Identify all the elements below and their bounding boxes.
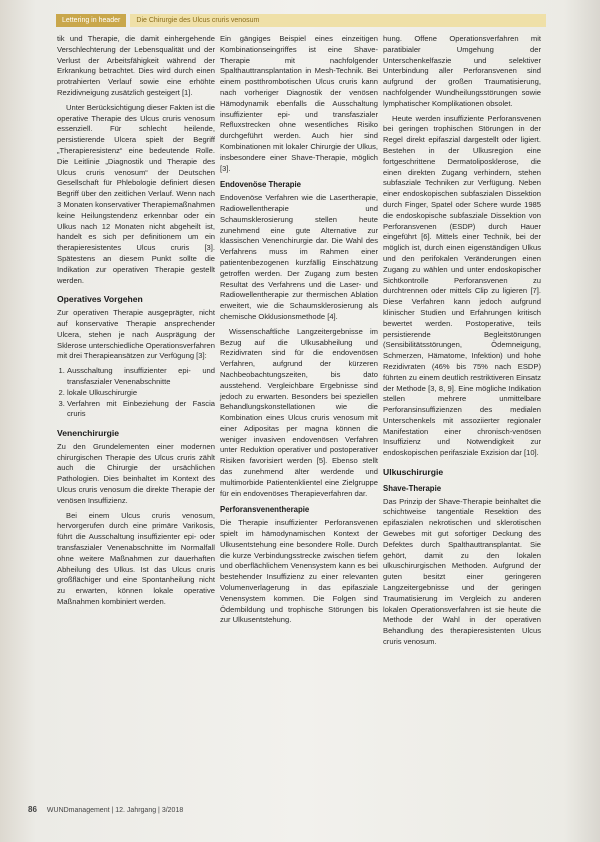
- header-title: Die Chirurgie des Ulcus cruris venosum: [130, 14, 546, 27]
- running-header: [56, 14, 546, 27]
- section-heading-operatives-vorgehen: Operatives Vorgehen: [57, 294, 143, 305]
- paragraph: Endovenöse Verfahren wie die Lasertherapie, Radiowellentherapie und Schaumsklerosierung stellen heute zunehmend eine gute Alternative zur klassischen Venenchirurgie dar. Die Wahl des Verfahrens muss im Rahmen einer patientenbezogenen kurzfällig Einschätzung getroffen werden. Der Zugang zum besten Resultat des Verfahrens und die Laser- und Radiowellentherapie zur thermischen Ablation erweitert, wie die Schaumsklerosierung als chemische Okklusionsmethode [4].: [220, 193, 378, 321]
- subheading-perforansvenentherapie: Perforansvenentherapie: [220, 505, 310, 515]
- list-item: 3. Verfahren mit Einbeziehung der Fascia cruris: [67, 399, 215, 421]
- list-item: 1. Ausschaltung insuffizienter epi- und transfaszialer Venenabschnitte: [67, 366, 215, 388]
- subheading-endovenoese-therapie: Endovenöse Therapie: [220, 180, 302, 190]
- page-number: 86: [28, 805, 37, 814]
- column-2: [220, 34, 378, 630]
- column-3: [383, 34, 541, 652]
- page-footer: [28, 805, 183, 814]
- subheading-shave-therapie: Shave-Therapie: [383, 483, 442, 493]
- list-item: 2. lokale Ulkuschirurgie: [67, 388, 215, 399]
- numbered-list: [57, 366, 215, 420]
- section-heading-ulkuschirurgie: Ulkuschirurgie: [383, 467, 444, 478]
- paragraph: Zur operativen Therapie ausgeprägter, nicht auf konservative Therapie ansprechender Ulcera, stehen je nach Ausprägung der Sklerose unterschiedliche Operationsverfahren mit drei Therapieansätzen zur Verfügung [3]:: [57, 308, 215, 361]
- column-1: [57, 34, 215, 612]
- paragraph: Zu den Grundelementen einer modernen chirurgischen Therapie des Ulcus cruris zählt auch die Chirurgie der ursächlichen Pathologien. Dies beinhaltet im Kontext des Ulcus cruris venosum die direkte Therapie der venösen Insuffizienz.: [57, 441, 215, 505]
- paragraph: hung. Offene Operationsverfahren mit paratibialer Umgehung der Unterschenkelfaszie und selektiver Unterbindung aller Perforansvenen sind aufgrund der großen Traumatisierung, nachfolgender Wundheilungsstörungen sowie lymphatischer Komplikationen obsolet.: [383, 34, 541, 108]
- paragraph: Die Therapie insuffizienter Perforansvenen spielt im hämodynamischen Kontext der Ulkusentstehung eine besondere Rolle. Durch die kurze Verbindungsstrecke zwischen tiefem und oberflächlichem Venensystem kann es bei bestehender Insuffizienz zu einer relevanten Volumenverlagerung in das epifasziale Venensystem kommen. Die Folgen sind Ödembildung und trophische Störungen bis zur Ulkusentstehung.: [220, 518, 378, 625]
- paragraph: Ein gängiges Beispiel eines einzeitigen Kombinationseingriffes ist eine Shave-Therapie mit nachfolgender Spalthauttransplantation in Mesh-Technik. Bei einem postthrombotischen Ulcus cruris kann nach vorheriger Diagnostik der venösen Hämodynamik ebenfalls die Ausschaltung insuffizienter epi- und transfaszialer Refluxstrecken ohne wesentliches Risiko durchgeführt werden. Auch hier sind Kombinationen mit lokaler Chirurgie der Ulkus, insbesondere einer Shave-Therapie, möglich [3].: [220, 34, 378, 173]
- paragraph: Bei einem Ulcus cruris venosum, hervorgerufen durch eine primäre Varikosis, führt die Ausschaltung insuffizienter epi- oder transfaszialer Venenabschnitte im Normalfall ohne weitere Maßnahmen zur dauerhaften Abheilung des Ulkus. Ist das Ulcus cruris großflächiger und eine Spontanheilung nicht zu erwarten, können lokale operative Maßnahmen kombiniert werden.: [57, 510, 215, 607]
- paragraph: Wissenschaftliche Langzeitergebnisse im Bezug auf die Ulkusabheilung und Rezidivraten sind für die endovenösen Verfahren, aufgrund der kürzeren Nachbeobachtungszeiten, bis dato ausstehend. Vergleichbare Ergebnisse sind jedoch zu erwarten. Besonders bei speziellen Behandlungskonstellationen wie die Kombination eines Ulcus cruris venosum mit einer Adipositas per magna können die weniger invasiven endovenösen Verfahren unter Reduktion operativer und postoperativer Risiken favorisiert werden [5]. Ebenso stellt das zunehmend älter werdende und multimorbide Patientenklientel eine Zielgruppe für ein endovenöses Therapieverfahren dar.: [220, 326, 378, 498]
- paragraph: Unter Berücksichtigung dieser Fakten ist die operative Therapie des Ulcus cruris venosum essenziell. Für schlecht heilende, persistierende Ulcera spielt der Begriff „Therapieresistenz“ eine bedeutende Rolle. Die Leitlinie „Diagnostik und Therapie des Ulcus cruris venosum“ der Deutschen Gesellschaft für Phlebologie definiert diesen Begriff über den zeitlichen Verlauf. Wenn nach 3 Monaten konservativer Therapiemaßnahmen keine Heilungstendenz erkennbar oder ein Ulkus nach 12 Monaten nicht abgeheilt ist, handelt es sich per definitionem um ein therapieresistentes Ulcus cruris [3]. Spätestens an diesem Punkt sollte die Indikation zur operativen Therapie gestellt werden.: [57, 102, 215, 285]
- paragraph: Das Prinzip der Shave-Therapie beinhaltet die schichtweise tangentiale Resektion des epifaszialen nekrotischen und sklerotischen Gewebes mit gut sofortiger Deckung des Defektes durch Spalthauttransplantat. Sie gehört, damit zu den lokalen ulkuschirurgischen Methoden. Aufgrund der guten besitzt einer geringeren Langzeitergebnisse und der geringen Traumatisierung im Vergleich zu anderen lokalen Operationsverfahren ist sie heute die Methode der Wahl in der operativen Behandlung des therapieresistenten Ulcus cruris venosum.: [383, 496, 541, 647]
- header-section-tab: Lettering in header: [56, 14, 126, 27]
- journal-citation: WUNDmanagement | 12. Jahrgang | 3/2018: [46, 807, 184, 814]
- paragraph: tik und Therapie, die damit einhergehende Verschlechterung der Lebensqualität und der Verlust der Arbeitsfähigkeit während der Erkrankung betrachtet. Dies wird durch einen protrahierten Verlauf sowie eine erhöhte Rezidivneigung zusätzlich gesteigert [1].: [57, 34, 215, 97]
- paragraph: Heute werden insuffiziente Perforansvenen bei geringen trophischen Störungen in der Regel direkt epifaszial dargestellt oder ligiert. Bestehen in der Ulkusregion eine fortgeschrittene Dermatoliposklerose, die einen direkten Zugang verhindern, stehen subfasziale Techniken zur Verfügung. Neben einer endoskopischen subfaszialen Dissektion durch Finger, Spatel oder Schere wurde 1985 die endoskopische subfasziale Dissektion von Perforansvenen (ESDP) durch Hauer eingeführt [6]. Mittels einer Technik, bei der möglich ist, durch einen eigenständigen Ulkus und den perifokalen Veränderungen einen Zugang zu wählen und unter endoskopischer Sichtkontrolle Perforansvenen zu durchtrennen oder mittels Clip zu ligieren [7]. Diese Verfahren kann jedoch aufgrund klinischer Studien und Erfahrungen kritisch bewertet werden. Postoperative, teils persistierende Begleitstörungen (Sensibilitätsstörungen, Ödemneigung, Schmerzen, Hämatome, Infektion) und hohe Rezidivraten (46% bis 75% nach ESDP) führten zu einem deutlich restriktiveren Einsatz der Methode [3, 8, 9]. Eine mögliche Indikation stellen mehrere unmittelbare Perforansinsuffizienzen des medialen Unterschenkels mit assoziierter regionaler Manifestation einer chronisch-venösen Insuffizienz und Notwendigkeit zur endoskopischen perifasziale Exzision dar [10].: [383, 113, 541, 458]
- section-heading-venenchirurgie: Venenchirurgie: [57, 428, 120, 439]
